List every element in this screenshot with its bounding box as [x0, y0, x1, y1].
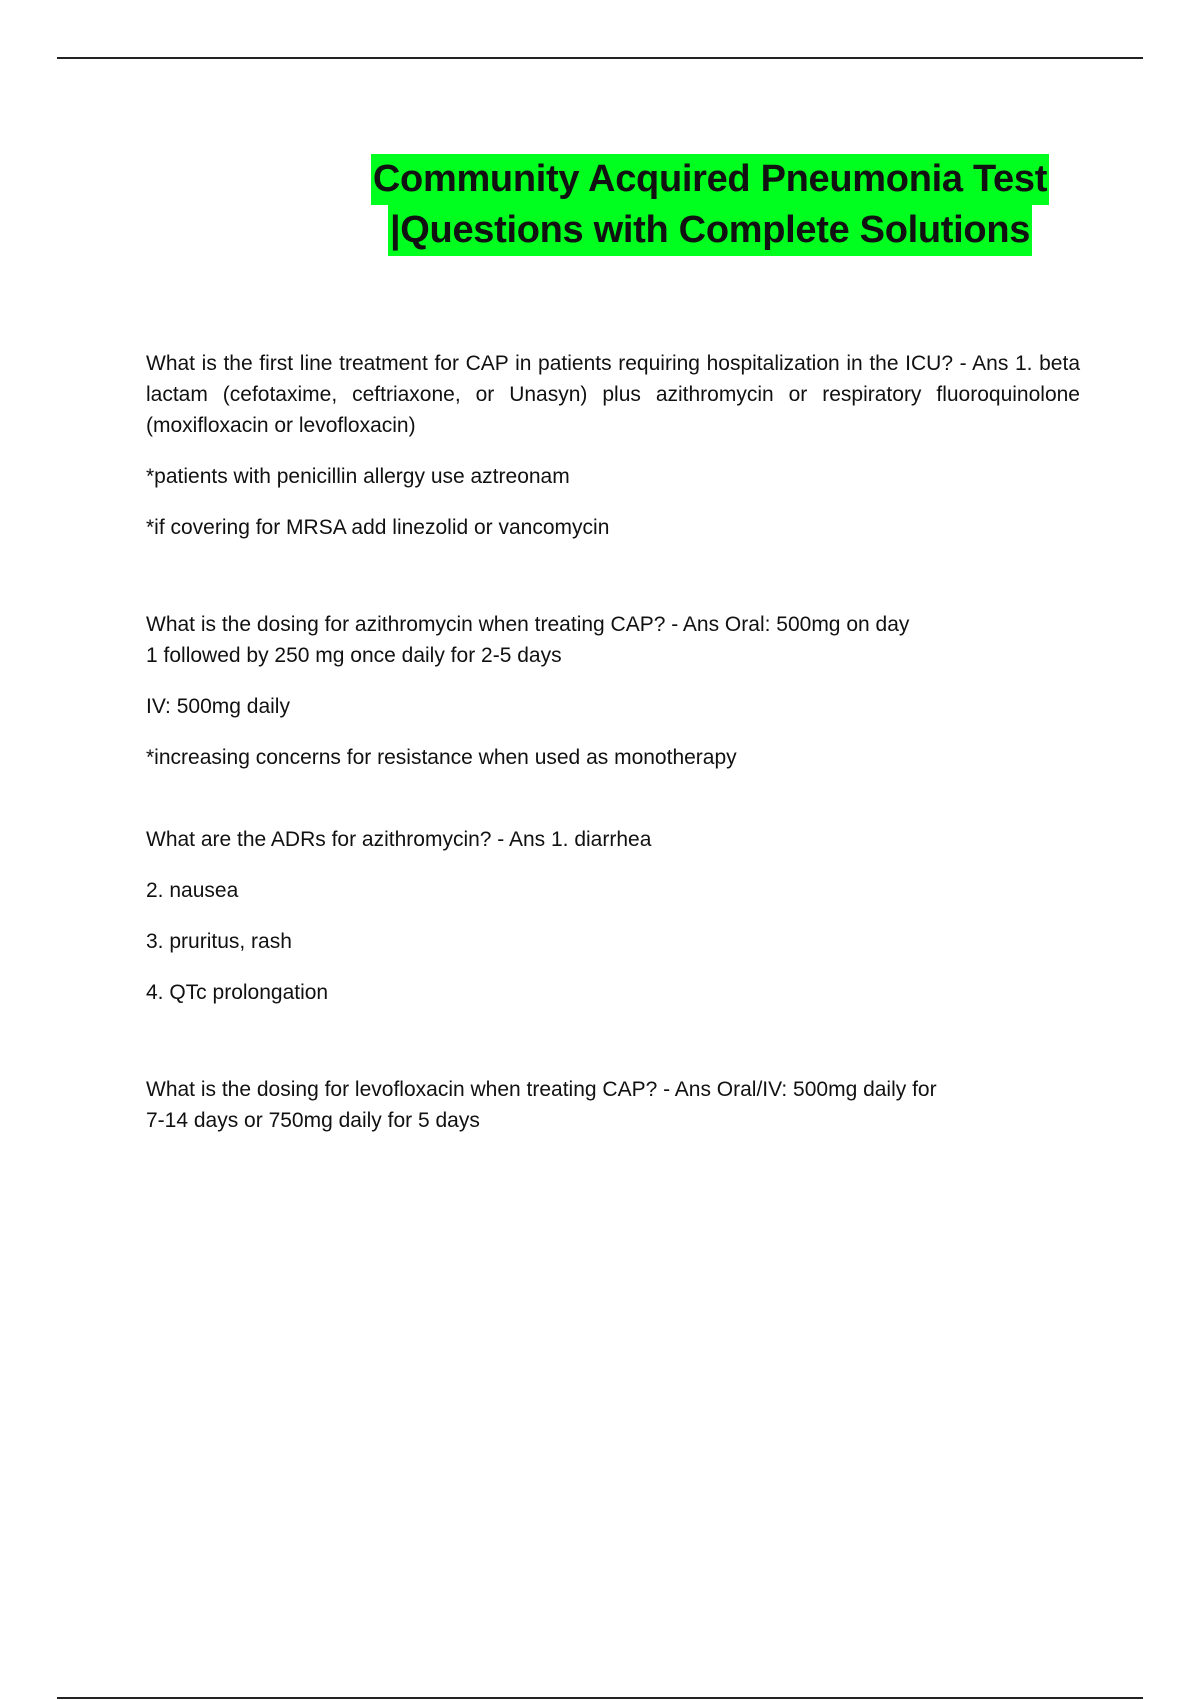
qa-item-4: [146, 1074, 1080, 1136]
note-text: *increasing concerns for resistance when used as monotherapy: [146, 746, 737, 769]
question-text: What is the first line treatment for CAP in patients requiring hospitalization in the ICU? - Ans 1. beta lactam (cefotaxime, ceftriaxone, or Unasyn) plus azithromycin or respiratory fluoroquinolone (moxifloxacin or levofloxacin): [146, 352, 1080, 437]
note-text: *patients with penicillin allergy use aztreonam: [146, 465, 570, 488]
qa-item-3: [146, 824, 1080, 1008]
list-item: 2. nausea: [146, 879, 239, 902]
footer-rule: [57, 1697, 1143, 1699]
question-line: 7-14 days or 750mg daily for 5 days: [146, 1109, 480, 1132]
question-text: What are the ADRs for azithromycin? - Ans 1. diarrhea: [146, 828, 652, 851]
question-line: 1 followed by 250 mg once daily for 2-5 days: [146, 644, 562, 667]
title-line-2: |Questions with Complete Solutions: [388, 205, 1032, 256]
qa-item-1: [146, 348, 1080, 543]
title-line-1: Community Acquired Pneumonia Test: [371, 154, 1049, 205]
question-line: What is the dosing for azithromycin when treating CAP? - Ans Oral: 500mg on day: [146, 613, 910, 636]
list-item: 4. QTc prolongation: [146, 981, 329, 1004]
note-text: IV: 500mg daily: [146, 695, 290, 718]
header-rule: [57, 57, 1143, 59]
question-line: What is the dosing for levofloxacin when treating CAP? - Ans Oral/IV: 500mg daily for: [146, 1078, 937, 1101]
qa-item-2: [146, 609, 1080, 773]
document-body: [146, 348, 1080, 1156]
question-text: [146, 609, 1080, 671]
document-title: [300, 154, 1120, 256]
question-text: [146, 1074, 1080, 1136]
list-item: 3. pruritus, rash: [146, 930, 292, 953]
note-text: *if covering for MRSA add linezolid or vancomycin: [146, 516, 610, 539]
